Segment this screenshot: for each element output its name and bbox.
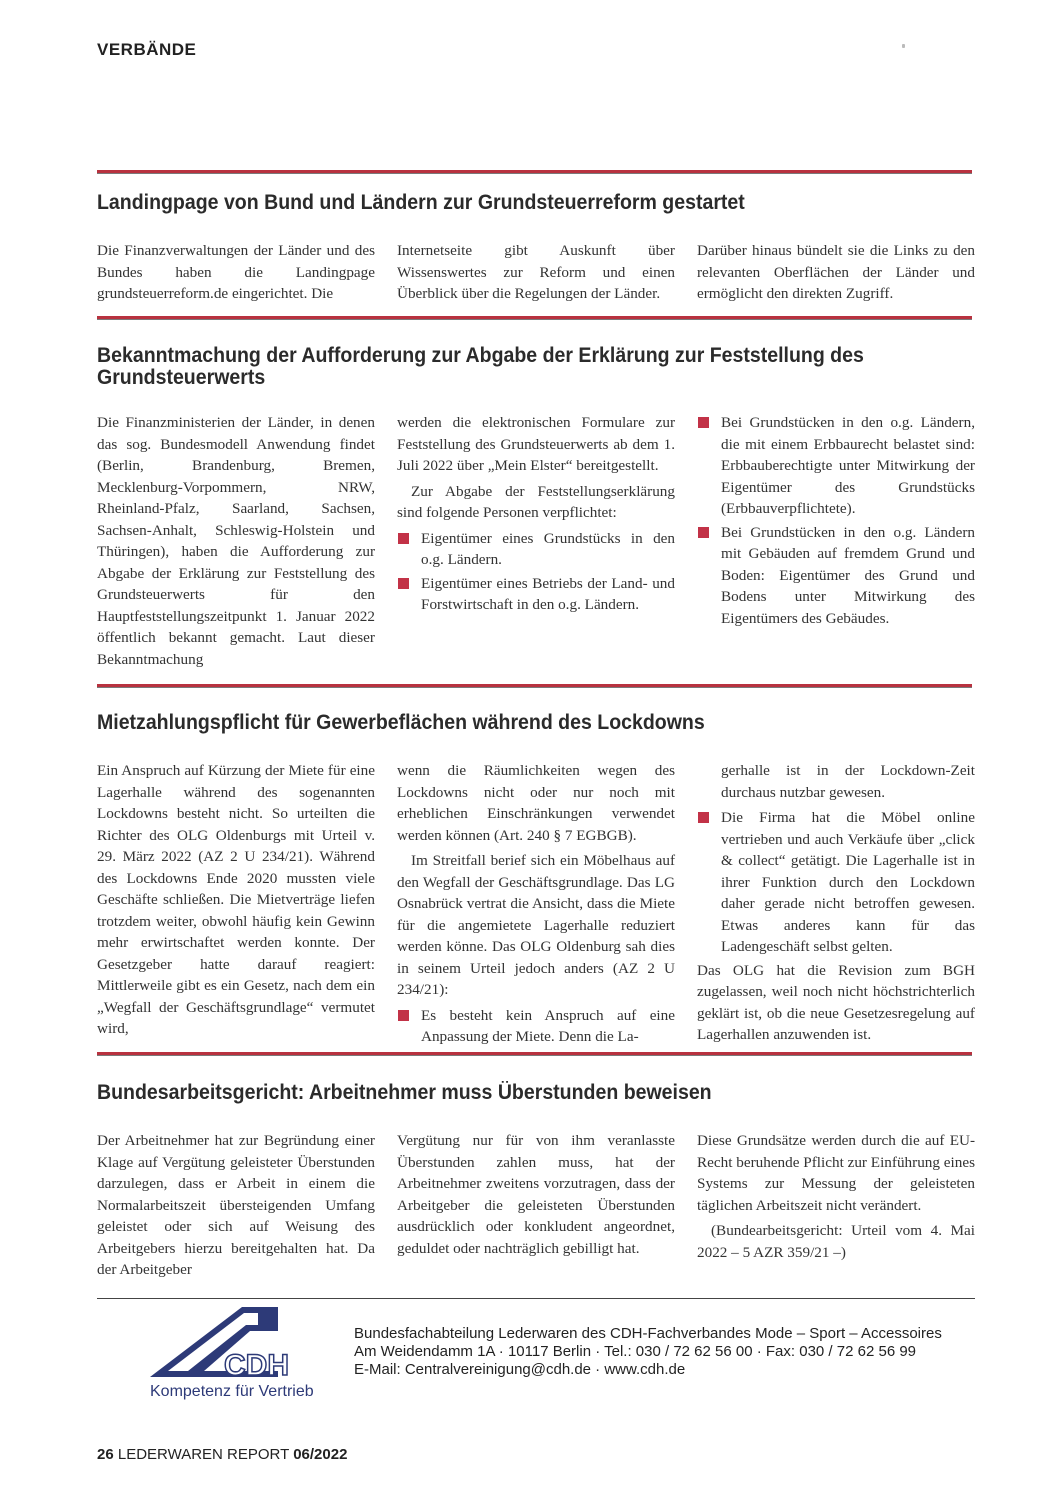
publication-name: LEDERWAREN REPORT — [117, 1446, 290, 1463]
article-title: Bundesarbeitsgericht: Arbeitnehmer muss Überstunden beweisen — [97, 1081, 712, 1104]
bullet-list — [397, 1005, 675, 1048]
paragraph: Zur Abgabe der Feststellungserklärung sind folgende Personen verpflichtet: — [397, 482, 675, 521]
list-item — [697, 412, 975, 520]
list-item-text: Bei Grundstücken in den o.g. Ländern, die mit einem Erbbaurecht belastet sind: Erbbauberechtigte unter Mitwirkung der Eigentümer des Grundstücks (Erbbauverpflichtete). — [721, 414, 975, 517]
list-item-text: Eigentümer eines Betriebs der Land- und Forstwirtschaft in den o.g. Ländern. — [421, 574, 675, 613]
contact-line: Am Weidendamm 1A · 10117 Berlin · Tel.: 030 / 72 62 56 00 · Fax: 030 / 72 62 56 99 — [354, 1343, 917, 1360]
list-item-text: Bei Grundstücken in den o.g. Ländern mit Gebäuden auf fremdem Grund und Boden: Eigentümer des Grund und Bodens unter Mitwirkung des Eigentümers des Gebäudes. — [721, 523, 975, 627]
bullet-square-icon — [698, 417, 709, 428]
article-column — [697, 240, 975, 309]
bullet-list — [697, 412, 975, 629]
article-column — [697, 412, 975, 631]
bullet-square-icon — [698, 812, 709, 823]
bullet-square-icon — [398, 1010, 409, 1021]
article-divider — [97, 1052, 972, 1056]
bullet-list — [697, 807, 975, 958]
list-item — [397, 1005, 675, 1048]
logo-tagline: Kompetenz für Vertrieb — [150, 1383, 314, 1400]
page-footer — [97, 1446, 347, 1463]
bullet-square-icon — [698, 527, 709, 538]
paragraph: Vergütung nur für von ihm veranlasste Überstunden zahlen muss, hat der Arbeitnehmer zweitens vorzutragen, dass der Arbeitgeber die geleisteten Überstunden ausdrücklich oder konkludent angeordnet, geduldet oder nachträglich gebilligt hat. — [397, 1132, 675, 1257]
list-item-text: Es besteht kein Anspruch auf eine Anpassung der Miete. Denn die La- — [421, 1006, 675, 1045]
article-divider — [97, 170, 972, 174]
footer-divider — [97, 1298, 975, 1299]
issue-number: 06/2022 — [293, 1446, 348, 1463]
article-title: Landingpage von Bund und Ländern zur Grundsteuerreform gestartet — [97, 191, 745, 214]
paragraph: Die Finanzverwaltungen der Länder und des Bundes haben die Landingpage grundsteuerreform.de eingerichtet. Die — [97, 242, 375, 302]
article-column — [697, 1130, 975, 1267]
paragraph: Ein Anspruch auf Kürzung der Miete für eine Lagerhalle während des sogenannten Lockdowns besteht nicht. So urteilten die Richter des OLG Oldenburgs mit Urteil v. 29. März 2022 (AZ 2 U 234/21). Während des Lockdowns Ende 2020 mussten viele Geschäfte schließen. Die Mietverträge liefen trotzdem weiter, obwohl häufig kein Gewinn mehr erwirtschaftet werden konnte. Der Gesetzgeber hatte darauf reagiert: Mittlerweile gibt es ein Gesetz, nach dem ein „Wegfall der Geschäftsgrundlage“ vermutet wird, — [97, 762, 375, 1037]
paragraph: Im Streitfall berief sich ein Möbelhaus auf den Wegfall der Geschäftsgrundlage. Das LG Osnabrück vertrat die Ansicht, dass die Miete für die angemietete Lagerhalle reduziert werden könne. Das OLG Oldenburg sah dies in seinem Urteil jedoch anders (AZ 2 U 234/21): — [397, 852, 675, 998]
article-title: Bekanntmachung der Aufforderung zur Abgabe der Erklärung zur Feststellung des Grundsteuerwerts — [97, 344, 864, 389]
list-item — [697, 522, 975, 630]
paragraph: (Bundearbeitsgericht: Urteil vom 4. Mai 2022 – 5 AZR 359/21 –) — [697, 1222, 975, 1261]
contact-line: E-Mail: Centralvereinigung@cdh.de · www.cdh.de — [354, 1361, 686, 1378]
article-column — [697, 760, 975, 1050]
list-item — [397, 528, 675, 571]
article-divider — [97, 684, 972, 688]
bullet-square-icon — [398, 533, 409, 544]
paragraph: Darüber hinaus bündelt sie die Links zu den relevanten Oberflächen der Länder und ermöglicht den direkten Zugriff. — [697, 242, 975, 302]
paragraph: Die Finanzministerien der Länder, in denen das sog. Bundesmodell Anwendung findet (Berlin, Brandenburg, Bremen, Mecklenburg-Vorpommern, NRW, Rheinland-Pfalz, Saarland, Sachsen, Sachsen-Anhalt, Schleswig-Holstein und Thüringen), haben die Aufforderung zur Abgabe der Erklärung zur Feststellung des Grundsteuerwerts für den Hauptfeststellungszeitpunkt 1. Januar 2022 öffentlich bekannt gemacht. Laut dieser Bekanntmachung — [97, 414, 375, 668]
paragraph: wenn die Räumlichkeiten wegen des Lockdowns nicht oder nur noch mit erheblichen Einschränkungen verwendet werden können (Art. 240 § 7 EGBGB). — [397, 762, 675, 844]
article-column — [397, 1130, 675, 1263]
paragraph: Internetseite gibt Auskunft über Wissenswertes zur Reform und einen Überblick über die Regelungen der Länder. — [397, 242, 675, 302]
article-column — [397, 240, 675, 309]
article-column — [97, 240, 375, 309]
list-item — [697, 807, 975, 958]
contact-line: Bundesfachabteilung Lederwaren des CDH-Fachverbandes Mode – Sport – Accessoires — [354, 1325, 942, 1342]
list-item-text: Die Firma hat die Möbel online vertrieben und auch Verkäufe über „click & collect“ getätigt. Die Lagerhalle ist in ihrer Funktion durch den Lockdown daher gerade nicht betroffen gewesen. Etwas anderes kann für das Ladengeschäft selbst gelten. — [721, 809, 975, 955]
article-column — [397, 412, 675, 618]
paragraph: gerhalle ist in der Lockdown-Zeit durchaus nutzbar gewesen. — [721, 762, 975, 801]
article-divider — [97, 316, 972, 320]
article-column — [397, 760, 675, 1050]
article-column — [97, 760, 375, 1044]
paragraph: Der Arbeitnehmer hat zur Begründung einer Klage auf Vergütung geleisteter Überstunden darzulegen, dass er Arbeit in einem die Normalarbeitszeit übersteigenden Umfang geleistet oder sich auf Weisung des Arbeitgebers hierzu bereitgehalten hat. Da der Arbeitgeber — [97, 1132, 375, 1278]
list-item — [397, 573, 675, 616]
article-column — [97, 412, 375, 674]
bullet-list — [397, 528, 675, 616]
section-label: VERBÄNDE — [97, 40, 197, 59]
paragraph: werden die elektronischen Formulare zur Feststellung des Grundsteuerwerts ab dem 1. Juli 2022 über „Mein Elster“ bereitgestellt. — [397, 414, 675, 474]
paragraph: Das OLG hat die Revision zum BGH zugelassen, weil noch nicht höchstrichterlich geklärt ist, ob die neue Gesetzesregelung auf Lagerhallen anzuwenden ist. — [697, 961, 975, 1043]
contact-block — [354, 1325, 984, 1379]
list-item-text: Eigentümer eines Grundstücks in den o.g. Ländern. — [421, 529, 675, 568]
article-column — [97, 1130, 375, 1285]
bullet-square-icon — [398, 578, 409, 589]
page-number: 26 — [97, 1446, 114, 1463]
cdh-logo-text: CDH — [224, 1349, 289, 1382]
article-title: Mietzahlungspflicht für Gewerbeflächen während des Lockdowns — [97, 711, 705, 734]
scan-speck — [902, 44, 905, 48]
paragraph: Diese Grundsätze werden durch die auf EU-Recht beruhende Pflicht zur Einführung eines Systems zur Messung der geleisteten täglichen Arbeitszeit nicht verändert. — [697, 1132, 975, 1214]
